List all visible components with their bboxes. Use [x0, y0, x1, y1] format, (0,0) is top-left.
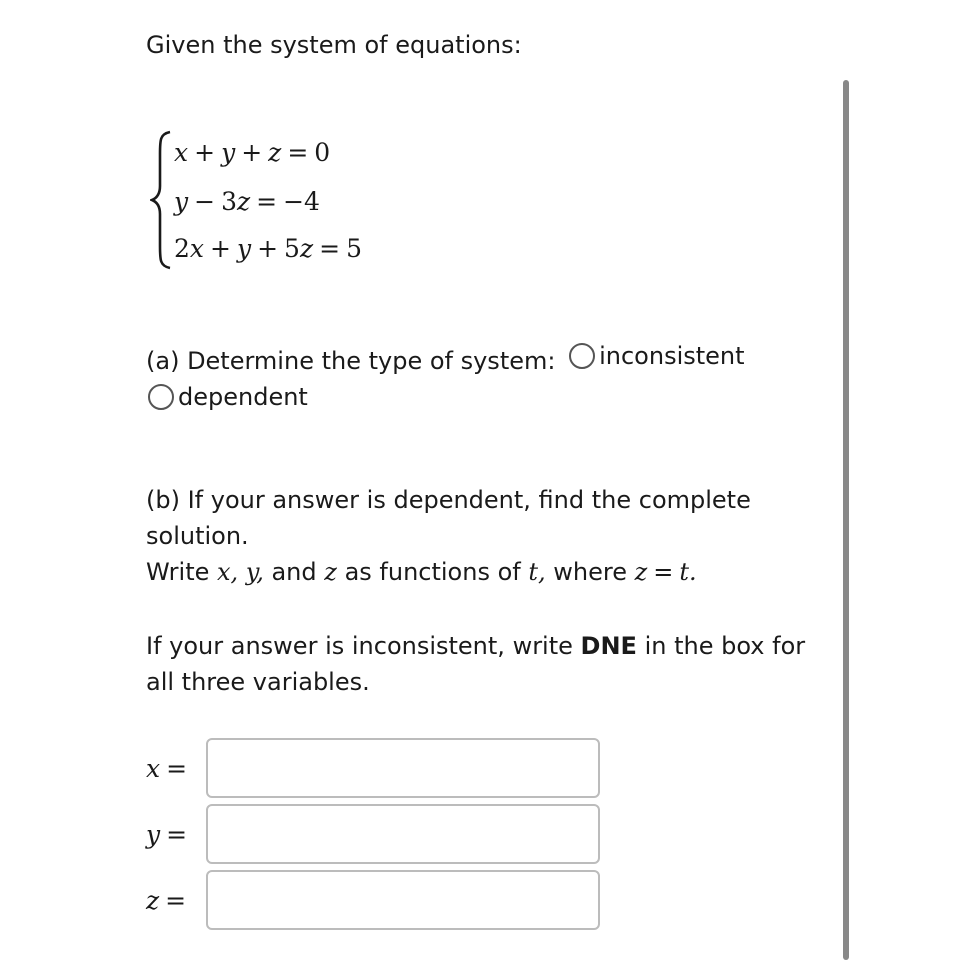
scrollbar[interactable] [843, 80, 849, 960]
part-b [146, 482, 826, 590]
equation-3: 2x + y + 5z = 5 [174, 234, 362, 263]
radio-label-dependent: dependent [178, 383, 308, 411]
equation-1: x + y + z = 0 [174, 138, 331, 167]
answer-row-y [146, 804, 600, 864]
y-label: y = [146, 819, 188, 849]
radio-inconsistent[interactable] [569, 343, 595, 369]
answer-row-z [146, 870, 600, 930]
inconsistent-note: If your answer is inconsistent, write DNE in the box for all three variables. [146, 632, 806, 696]
left-brace [150, 130, 174, 270]
part-a-prompt: (a) Determine the type of system: [146, 347, 556, 375]
equation-system [150, 130, 470, 270]
x-label: x = [146, 753, 188, 783]
question-intro: Given the system of equations: [146, 31, 522, 59]
x-input[interactable] [206, 738, 600, 798]
radio-label-inconsistent: inconsistent [599, 342, 745, 370]
z-label: z = [146, 885, 187, 915]
part-a [146, 338, 826, 420]
equation-2: y − 3z = −4 [174, 187, 320, 216]
dne-keyword: DNE [580, 632, 637, 660]
part-b-text: (b) If your answer is dependent, find the complete solution. [146, 486, 751, 550]
radio-option-dependent[interactable] [146, 379, 308, 415]
y-input[interactable] [206, 804, 600, 864]
answer-row-x [146, 738, 600, 798]
radio-option-inconsistent[interactable] [563, 338, 744, 374]
z-input[interactable] [206, 870, 600, 930]
part-b-instruction: Write x, y, and z as functions of t, where z = t. [146, 558, 697, 586]
radio-dependent[interactable] [148, 384, 174, 410]
